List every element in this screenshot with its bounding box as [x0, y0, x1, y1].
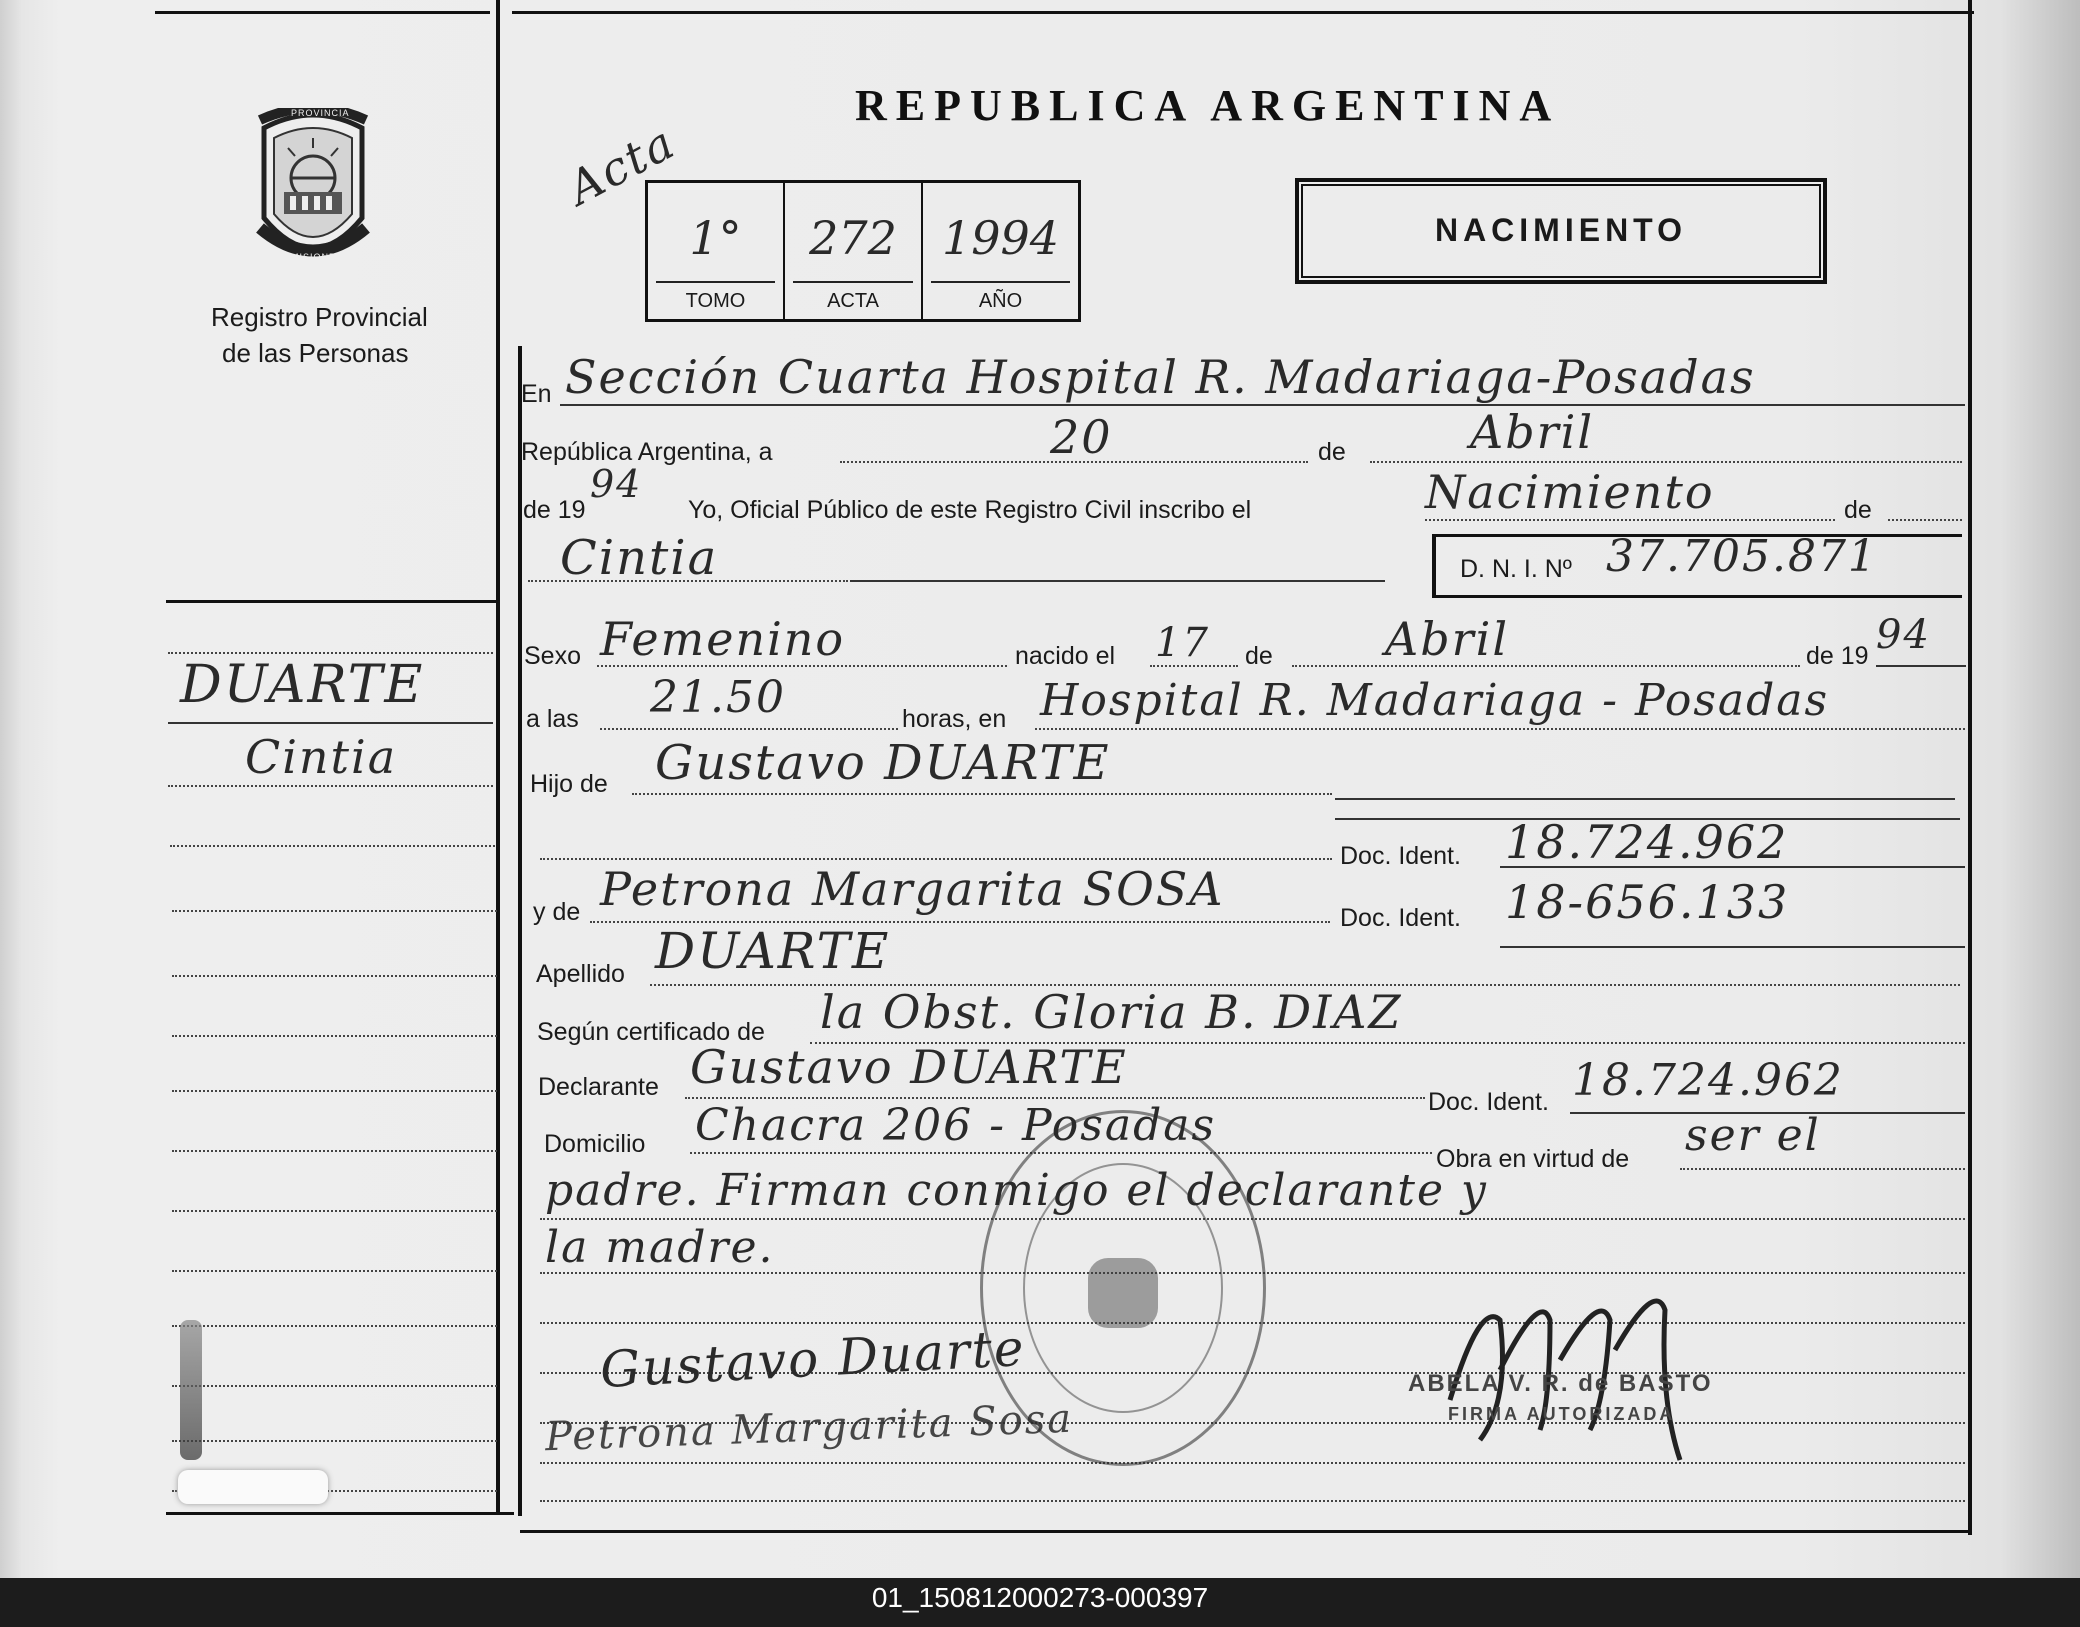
label-yo-oficial: Yo, Oficial Público de este Registro Civil inscribo el: [688, 496, 1252, 524]
rule-father-doc-line: [540, 858, 1332, 860]
label-en: En: [521, 380, 552, 408]
ano-underline: [931, 281, 1070, 283]
label-y-de: y de: [533, 898, 581, 926]
ano-value: 1994: [941, 211, 1060, 265]
margin-rule-10: [172, 1210, 497, 1212]
signature-mother: Petrona Margarita Sosa: [544, 1395, 1074, 1461]
label-obra: Obra en virtud de: [1436, 1145, 1630, 1173]
label-nacido-el: nacido el: [1015, 642, 1116, 670]
label-de-19b: de 19: [1806, 642, 1869, 670]
tomo-value: 1°: [689, 211, 742, 265]
label-segun: Según certificado de: [537, 1018, 765, 1046]
label-de-1: de: [1318, 438, 1346, 466]
top-rule-left: [155, 11, 490, 14]
margin-rule-9: [172, 1150, 497, 1152]
value-certificate: la Obst. Gloria B. DIAZ: [820, 985, 1403, 1039]
rule-act-type-end: [1888, 519, 1962, 521]
rule-name-2: [850, 580, 1385, 582]
rule-name: [528, 580, 848, 582]
margin-rule-11: [172, 1270, 497, 1272]
label-de-2: de: [1844, 496, 1872, 524]
value-address: Chacra 206 - Posadas: [695, 1100, 1217, 1151]
rule-birth-year: [1876, 665, 1966, 667]
margin-rule-14: [172, 1440, 497, 1442]
rule-birth-month: [1292, 665, 1800, 667]
margin-rule-5: [172, 910, 497, 912]
value-sex: Femenino: [600, 612, 846, 666]
page-title: REPUBLICA ARGENTINA: [855, 81, 1561, 130]
main-right-border: [1968, 0, 1972, 1535]
rule-time: [600, 728, 898, 730]
label-domicilio: Domicilio: [544, 1130, 646, 1158]
margin-rule-8: [172, 1090, 497, 1092]
value-birth-year: 94: [1876, 612, 1931, 658]
record-number-box: [645, 180, 1081, 322]
margin-rule-1: [168, 652, 493, 654]
ano-cell: [923, 183, 1078, 319]
rule-act-type: [1425, 519, 1835, 521]
rule-father-doc: [1500, 866, 1965, 868]
value-name: Cintia: [560, 530, 719, 586]
value-place: Hospital R. Madariaga - Posadas: [1040, 675, 1830, 726]
value-virtue-1: ser el: [1685, 1110, 1821, 1161]
margin-rule: [166, 600, 498, 603]
rule-month: [1370, 461, 1962, 463]
tomo-label: TOMO: [685, 290, 746, 312]
rule-declarant: [685, 1097, 1425, 1099]
label-republica: República Argentina, a: [521, 438, 773, 466]
image-caption: 01_150812000273-000397: [871, 1582, 1209, 1613]
correction-fluid-mark: [178, 1470, 328, 1504]
seal-top-text: PROVINCIA: [291, 108, 350, 118]
tomo-underline: [656, 281, 775, 283]
margin-rule-3: [168, 785, 493, 787]
stamp-emblem-icon: [1083, 1253, 1163, 1333]
label-doc-ident-1: Doc. Ident.: [1340, 842, 1461, 870]
margin-rule-12: [172, 1325, 497, 1327]
label-dni: D. N. I. Nº: [1460, 555, 1572, 583]
margin-note-acta: Acta: [558, 114, 684, 216]
margin-name: Cintia: [245, 730, 398, 784]
label-doc-ident-2: Doc. Ident.: [1340, 904, 1461, 932]
dni-box: [1432, 531, 1962, 598]
form-type-box: [1295, 178, 1827, 284]
value-year-suffix: 94: [590, 462, 643, 506]
rule-en: [560, 404, 1965, 406]
margin-rule-4: [170, 845, 495, 847]
margin-rule-6: [172, 975, 497, 977]
value-virtue-3: la madre.: [545, 1222, 775, 1273]
label-declarante: Declarante: [538, 1073, 659, 1101]
value-birth-day: 17: [1155, 620, 1210, 666]
value-time: 21.50: [650, 672, 786, 723]
rule-blank-5: [540, 1500, 1965, 1502]
seal-bottom-text: MISIONES: [291, 252, 344, 262]
value-section: Sección Cuarta Hospital R. Madariaga-Posadas: [565, 350, 1756, 404]
rule-virtue-1: [1680, 1168, 1965, 1170]
rule-father-2: [1335, 798, 1955, 800]
rule-mother-doc: [1500, 946, 1965, 948]
rule-blank-4: [540, 1462, 1965, 1464]
column-divider: [496, 0, 500, 1515]
acta-label: ACTA: [827, 290, 879, 312]
ink-smudge: [180, 1320, 202, 1460]
rule-father: [632, 793, 1332, 795]
value-declarant: Gustavo DUARTE: [690, 1040, 1128, 1094]
value-mother-doc: 18-656.133: [1505, 875, 1790, 929]
value-month: Abril: [1470, 405, 1595, 459]
value-virtue-2: padre. Firman conmigo el declarante y: [545, 1165, 1488, 1216]
value-act-type: Nacimiento: [1425, 465, 1715, 519]
rule-place: [1035, 728, 1965, 730]
label-de-3: de: [1245, 642, 1273, 670]
ano-label: AÑO: [978, 290, 1023, 312]
value-surname: DUARTE: [655, 922, 891, 980]
value-father: Gustavo DUARTE: [655, 735, 1111, 791]
signature-father: Gustavo Duarte: [598, 1318, 1027, 1400]
margin-rule-13: [172, 1385, 497, 1387]
label-hijo-de: Hijo de: [530, 770, 608, 798]
value-mother: Petrona Margarita SOSA: [600, 862, 1225, 916]
label-doc-ident-3: Doc. Ident.: [1428, 1088, 1549, 1116]
top-rule-right: [512, 11, 1974, 14]
value-father-doc: 18.724.962: [1505, 815, 1789, 869]
official-stamp-role: FIRMA AUTORIZADA: [1448, 1404, 1676, 1424]
value-dni: 37.705.871: [1606, 531, 1878, 582]
margin-rule-7: [172, 1035, 497, 1037]
value-declarant-doc: 18.724.962: [1572, 1055, 1844, 1106]
value-day: 20: [1050, 410, 1113, 464]
margin-surname: DUARTE: [180, 655, 425, 715]
acta-value: 272: [809, 211, 897, 265]
official-stamp-name: ABELA V. R. de BASTO: [1408, 1370, 1713, 1397]
label-apellido: Apellido: [536, 960, 625, 988]
value-birth-month: Abril: [1385, 612, 1510, 666]
label-sexo: Sexo: [524, 642, 581, 670]
registry-line2: de las Personas: [222, 338, 409, 368]
bottom-rule-right: [520, 1530, 1970, 1533]
main-left-border: [518, 346, 522, 1516]
tomo-cell: [648, 183, 785, 319]
bottom-rule-left: [166, 1512, 514, 1515]
label-a-las: a las: [526, 705, 579, 733]
form-type-label: NACIMIENTO: [1434, 212, 1688, 248]
registry-line1: Registro Provincial: [211, 302, 428, 332]
acta-underline: [793, 281, 913, 283]
label-de-19: de 19: [523, 496, 586, 524]
margin-rule-2: [168, 722, 493, 724]
label-horas-en: horas, en: [902, 705, 1007, 733]
acta-cell: [785, 183, 923, 319]
